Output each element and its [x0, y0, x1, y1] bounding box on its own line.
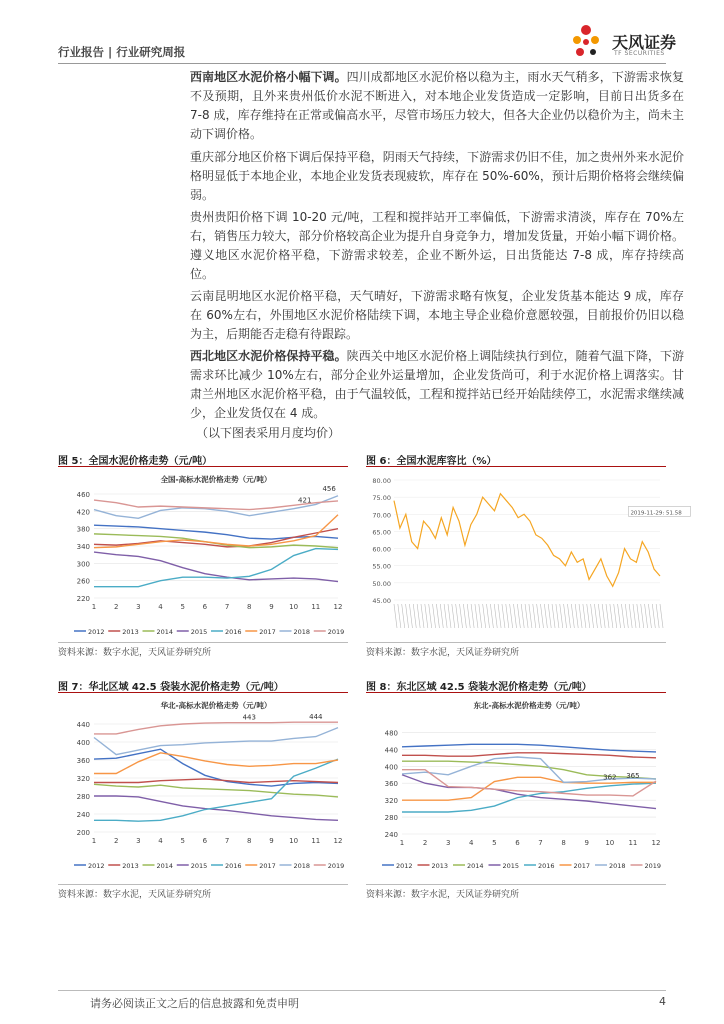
data-label: 365 [626, 772, 640, 781]
x-tick-label: 12 [651, 839, 661, 847]
x-date-tick [575, 604, 578, 628]
x-date-tick [448, 604, 451, 628]
legend-label-2013: 2013 [122, 628, 139, 636]
figure-6-source: 资料来源：数字水泥，天风证券研究所 [366, 648, 520, 658]
x-tick-label: 3 [136, 837, 141, 845]
x-date-tick [633, 604, 636, 628]
legend-label-2018: 2018 [293, 862, 311, 870]
y-tick-label: 320 [384, 797, 398, 806]
x-tick-label: 3 [136, 603, 141, 611]
chart-title: 华北-高标水泥价格走势（元/吨） [160, 701, 272, 710]
paragraph-chongqing: 重庆部分地区价格下调后保持平稳，阴雨天气持续，下游需求仍旧不佳，加之贵州外来水泥价格明显低于本地企业，本地企业发货表现疲软，库存在 50%-60%，预计后期价格将会继续偏弱。 [190, 150, 684, 202]
monthly-average-note: （以下图表采用月度均价） [196, 426, 341, 440]
x-tick-label: 10 [605, 839, 615, 847]
paragraph-southwest: 西南地区水泥价格小幅下调。四川成都地区水泥价格以稳为主，雨水天气稍多，下游需求恢复不及预期，且外来贵州低价水泥不断进入，对本地企业发货造成一定影响，目前日出货多在 7-8 成，库存维持在正常或偏高水平，尽管市场压力较大，但各大企业仍以稳价为主，尚未主动下调价格。 [190, 70, 684, 141]
figure-7-rule [58, 692, 348, 693]
figure-6-title: 图 6：全国水泥库容比（%） [366, 456, 497, 467]
x-date-tick [602, 604, 605, 628]
x-tick-label: 3 [445, 839, 451, 847]
x-date-tick [610, 604, 613, 628]
x-date-tick [502, 604, 505, 628]
x-date-tick [625, 604, 628, 628]
figure-7-source: 资料来源：数字水泥，天风证券研究所 [58, 890, 212, 900]
series-line-2017 [94, 515, 338, 548]
x-tick-label: 9 [269, 837, 274, 845]
figure-8-chart [366, 696, 666, 874]
data-label: 362 [603, 773, 617, 782]
figure-6-source-rule [366, 642, 666, 643]
figure-6-rule [366, 466, 666, 467]
x-tick-label: 10 [289, 837, 299, 845]
x-date-tick [598, 604, 601, 628]
legend-label-2015: 2015 [190, 628, 208, 636]
y-tick-label: 60.00 [372, 545, 391, 554]
x-date-tick [641, 604, 644, 628]
chart-title: 全国-高标水泥价格走势（元/吨） [160, 475, 272, 484]
y-tick-label: 460 [76, 491, 90, 499]
paragraph-yunnan: 云南昆明地区水泥价格平稳，天气晴好，下游需求略有恢复，企业发货基本能达 9 成，库存在 60%左右，外围地区水泥价格陆续下调，本地主导企业稳价意愿较强，目前报价仍旧以稳为主，后期能否走稳有待跟踪。 [190, 289, 684, 341]
data-label: 421 [298, 496, 312, 505]
series-line-2016 [94, 759, 338, 821]
figure-8-title: 图 8：东北区域 42.5 袋装水泥价格走势（元/吨） [366, 682, 592, 693]
series-line-2016 [94, 549, 338, 587]
y-tick-label: 55.00 [372, 562, 391, 571]
x-date-tick [487, 604, 490, 628]
figure-5-chart [58, 470, 348, 640]
legend-label-2015: 2015 [502, 862, 520, 870]
legend-label-2012: 2012 [88, 628, 105, 636]
series-line-2013 [402, 753, 656, 758]
x-tick-label: 5 [180, 837, 185, 845]
annotation-label: 2019-11-29: 51.58 [630, 510, 682, 517]
figure-5-rule [58, 466, 348, 467]
x-date-tick [406, 604, 409, 628]
x-date-tick [483, 604, 486, 628]
inventory-ratio-line [394, 494, 660, 587]
x-date-tick [402, 604, 405, 628]
x-tick-label: 4 [158, 603, 163, 611]
x-tick-label: 8 [247, 837, 252, 845]
legend-label-2017: 2017 [259, 862, 276, 870]
figure-7-source-rule [58, 884, 348, 885]
x-date-tick [514, 604, 517, 628]
x-date-tick [521, 604, 524, 628]
legend-label-2014: 2014 [156, 862, 174, 870]
y-tick-label: 320 [76, 775, 90, 783]
y-tick-label: 440 [76, 721, 90, 729]
y-tick-label: 380 [76, 525, 90, 534]
x-tick-label: 12 [333, 603, 343, 611]
x-tick-label: 5 [492, 839, 497, 847]
legend-label-2017: 2017 [573, 862, 591, 870]
x-date-tick [425, 604, 428, 628]
figure-5-title: 图 5：全国水泥价格走势（元/吨） [58, 456, 213, 467]
y-tick-label: 280 [76, 793, 90, 801]
x-date-tick [413, 604, 416, 628]
x-date-tick [506, 604, 509, 628]
x-date-tick [656, 604, 659, 628]
x-date-tick [498, 604, 501, 628]
x-date-tick [475, 604, 478, 628]
y-tick-label: 45.00 [372, 597, 391, 605]
x-date-tick [467, 604, 470, 628]
x-tick-label: 12 [333, 837, 343, 845]
y-tick-label: 280 [384, 814, 398, 823]
x-date-tick [394, 604, 397, 628]
x-date-tick [564, 604, 567, 628]
x-date-tick [433, 604, 436, 628]
series-line-2013 [94, 779, 338, 783]
x-date-tick [417, 604, 420, 628]
x-tick-label: 11 [311, 603, 321, 611]
x-date-tick [436, 604, 439, 628]
series-line-2012 [402, 744, 656, 752]
legend-label-2019: 2019 [644, 862, 662, 870]
series-line-2013 [94, 529, 338, 547]
x-date-tick [456, 604, 459, 628]
x-tick-label: 11 [628, 839, 638, 847]
disclaimer-footer: 请务必阅读正文之后的信息披露和免责申明 [90, 997, 299, 1010]
legend-label-2013: 2013 [431, 862, 449, 870]
y-tick-label: 400 [76, 739, 90, 747]
y-tick-label: 480 [384, 729, 398, 738]
x-tick-label: 1 [399, 839, 405, 847]
x-tick-label: 6 [202, 603, 208, 611]
x-tick-label: 11 [311, 837, 321, 845]
x-date-tick [421, 604, 424, 628]
x-tick-label: 5 [180, 603, 185, 611]
figure-5-source-rule [58, 642, 348, 643]
legend-label-2019: 2019 [327, 862, 345, 870]
y-tick-label: 340 [76, 543, 90, 551]
x-date-tick [463, 604, 466, 628]
x-date-tick [567, 604, 570, 628]
y-tick-label: 440 [384, 746, 398, 755]
figure-8-source: 资料来源：数字水泥，天风证券研究所 [366, 890, 520, 900]
x-date-tick [525, 604, 528, 628]
x-date-tick [471, 604, 474, 628]
data-label: 456 [322, 485, 336, 493]
x-date-tick [529, 604, 532, 628]
x-date-tick [594, 604, 597, 628]
x-tick-label: 7 [224, 603, 230, 611]
legend-label-2014: 2014 [467, 862, 484, 870]
y-tick-label: 420 [76, 508, 90, 517]
x-date-tick [552, 604, 555, 628]
x-date-tick [479, 604, 482, 628]
footer-divider [58, 990, 666, 991]
legend-label-2016: 2016 [538, 862, 555, 870]
figure-6-chart [366, 470, 682, 640]
x-date-tick [637, 604, 640, 628]
x-date-tick [540, 604, 543, 628]
x-date-tick [444, 604, 447, 628]
x-date-tick [560, 604, 563, 628]
y-tick-label: 400 [384, 763, 398, 772]
x-date-tick [614, 604, 617, 628]
paragraph-guizhou: 贵州贵阳价格下调 10-20 元/吨，工程和搅拌站开工率偏低，下游需求清淡，库存在 70%左右，销售压力较大，部分价格较高企业为提升自身竞争力，增加发货量，开始小幅下调价格。遵义地区水泥价格平稳，下游需求较差，企业不断外运，日出货能达 7-8 成，库存持续高位。 [190, 210, 684, 281]
y-tick-label: 300 [76, 560, 90, 569]
legend-label-2019: 2019 [327, 628, 345, 636]
x-tick-label: 9 [584, 839, 589, 847]
legend-label-2013: 2013 [122, 862, 139, 870]
figure-8-source-rule [366, 884, 666, 885]
x-tick-label: 2 [113, 837, 119, 845]
report-header: 行业报告 | 行业研究周报 [58, 45, 186, 59]
legend-label-2018: 2018 [293, 628, 311, 636]
data-label: 444 [309, 713, 323, 722]
x-date-tick [452, 604, 455, 628]
y-tick-label: 50.00 [372, 579, 391, 588]
x-tick-label: 7 [224, 837, 230, 845]
figure-7-chart [58, 696, 348, 874]
x-tick-label: 8 [247, 603, 252, 611]
y-tick-label: 200 [76, 829, 90, 837]
series-line-2012 [94, 525, 338, 539]
legend-label-2015: 2015 [190, 862, 208, 870]
x-tick-label: 6 [515, 839, 520, 847]
logo-name: 天风证券 [612, 33, 677, 52]
legend-label-2016: 2016 [225, 862, 242, 870]
y-tick-label: 240 [384, 831, 398, 839]
x-date-tick [583, 604, 586, 628]
chart-title: 东北-高标水泥价格走势（元/吨） [473, 701, 585, 710]
x-tick-label: 1 [91, 603, 97, 611]
y-tick-label: 360 [76, 757, 90, 765]
x-tick-label: 10 [289, 603, 299, 611]
legend-label-2017: 2017 [259, 628, 276, 636]
x-date-tick [460, 604, 463, 628]
paragraph-northwest: 西北地区水泥价格保持平稳。陕西关中地区水泥价格上调陆续执行到位，随着气温下降，下游需求环比减少 10%左右，部分企业外运量增加，企业发货尚可，利于水泥价格上调落实。甘肃兰州地区水泥价格平稳，由于气温较低，工程和搅拌站已经开始陆续停工，水泥需求继续减少，企业发货仅在 4 成。 [190, 349, 684, 420]
x-date-tick [537, 604, 540, 628]
x-date-tick [618, 604, 621, 628]
page-number: 4 [659, 995, 666, 1008]
y-tick-label: 80.00 [372, 477, 391, 485]
x-date-tick [579, 604, 582, 628]
x-tick-label: 8 [561, 839, 566, 847]
x-date-tick [621, 604, 624, 628]
x-date-tick [490, 604, 493, 628]
x-date-tick [533, 604, 536, 628]
legend-label-2014: 2014 [156, 628, 174, 636]
x-date-tick [648, 604, 651, 628]
x-tick-label: 6 [202, 837, 208, 845]
y-tick-label: 220 [76, 595, 90, 603]
logo-subtitle: TF SECURITIES [614, 50, 665, 57]
x-tick-label: 2 [422, 839, 428, 847]
figure-7-title: 图 7：华北区域 42.5 袋装水泥价格走势（元/吨） [58, 682, 284, 693]
data-label: 443 [242, 713, 256, 722]
figure-8-rule [366, 692, 666, 693]
x-date-tick [645, 604, 648, 628]
x-date-tick [440, 604, 443, 628]
x-date-tick [494, 604, 497, 628]
legend-label-2018: 2018 [609, 862, 626, 870]
x-date-tick [587, 604, 590, 628]
x-tick-label: 9 [269, 603, 274, 611]
x-date-tick [606, 604, 609, 628]
x-date-tick [556, 604, 559, 628]
x-date-tick [660, 604, 663, 628]
x-date-tick [591, 604, 594, 628]
series-line-2016 [402, 783, 656, 812]
x-date-tick [398, 604, 401, 628]
x-tick-label: 2 [113, 603, 119, 611]
x-date-tick [409, 604, 412, 628]
x-date-tick [429, 604, 432, 628]
y-tick-label: 70.00 [372, 511, 391, 520]
y-tick-label: 360 [384, 780, 398, 789]
y-tick-label: 260 [76, 577, 90, 586]
x-date-tick [629, 604, 632, 628]
x-tick-label: 4 [158, 837, 163, 845]
y-tick-label: 65.00 [372, 528, 391, 537]
series-line-2014 [94, 784, 338, 797]
x-tick-label: 7 [538, 839, 543, 847]
series-line-2014 [402, 761, 656, 782]
x-date-tick [652, 604, 655, 628]
x-date-tick [548, 604, 551, 628]
y-tick-label: 240 [76, 811, 90, 819]
figure-5-source: 资料来源：数字水泥，天风证券研究所 [58, 648, 212, 658]
x-tick-label: 1 [91, 837, 97, 845]
legend-label-2012: 2012 [396, 862, 413, 870]
x-date-tick [544, 604, 547, 628]
x-date-tick [571, 604, 574, 628]
x-date-tick [510, 604, 513, 628]
legend-label-2016: 2016 [225, 628, 242, 636]
legend-label-2012: 2012 [88, 862, 105, 870]
x-tick-label: 4 [469, 839, 474, 847]
x-date-tick [517, 604, 520, 628]
y-tick-label: 75.00 [372, 494, 391, 503]
